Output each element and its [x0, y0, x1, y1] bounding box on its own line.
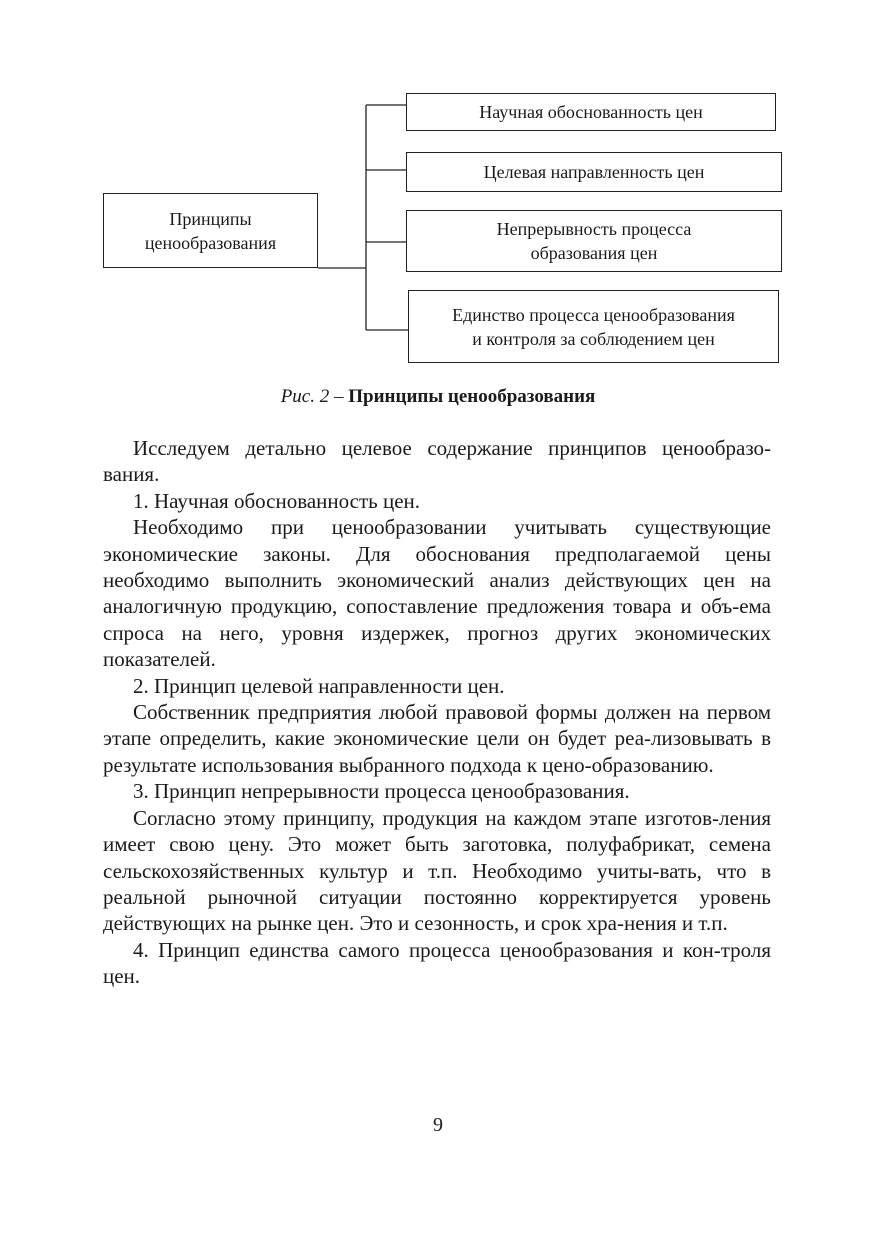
branch-box-unity-line-2: и контроля за соблюдением цен: [472, 328, 715, 349]
body-text: [103, 435, 771, 990]
figure-title: Принципы ценообразования: [348, 386, 596, 407]
heading-principle-2: 2. Принцип целевой направленности цен.: [133, 673, 505, 698]
branch-box-target: [406, 152, 782, 192]
branch-box-scientific-text: Научная обоснованность цен: [479, 102, 703, 122]
figure-label: Рис. 2: [280, 386, 330, 407]
branch-box-scientific: [406, 93, 776, 131]
principles-diagram: [0, 0, 876, 380]
branch-box-unity: [408, 290, 779, 363]
root-box-line-2: ценообразования: [144, 232, 277, 253]
paragraph-intro: Исследуем детально целевое содержание принципов ценообразо-вания.: [103, 436, 771, 487]
heading-principle-3: 3. Принцип непрерывности процесса ценообразования.: [133, 779, 630, 804]
branch-box-continuity: [406, 210, 782, 272]
paragraph-principle-3: Согласно этому принципу, продукция на каждом этапе изготов-ления имеет свою цену. Это может быть заготовка, полуфабрикат, семена сельскохозяйственных культур и т.п. Необходимо учиты-вать, что в реальной рыночной ситуации постоянно корректируется уровень действующих на рынке цен. Это и сезонность, и срок хра-нения и т.п.: [103, 805, 771, 936]
page-number: 9: [433, 1114, 443, 1136]
branch-box-unity-line-1: Единство процесса ценообразования: [452, 304, 735, 325]
root-box: [103, 193, 318, 268]
root-box-line-1: Принципы: [169, 208, 252, 229]
paragraph-principle-2: Собственник предприятия любой правовой формы должен на первом этапе определить, какие экономические цели он будет реа-лизовывать в результате использования выбранного подхода к цено-образованию.: [103, 700, 771, 777]
paragraph-principle-1: Необходимо при ценообразовании учитывать существующие экономические законы. Для обоснования предполагаемой цены необходимо выполнить экономический анализ действующих цен на аналогичную продукцию, сопоставление предложения товара и объ-ема спроса на него, уровня издержек, прогноз других экономических показателей.: [103, 515, 771, 672]
heading-principle-4: 4. Принцип единства самого процесса ценообразования и кон-троля цен.: [103, 937, 771, 989]
branch-box-continuity-line-1: Непрерывность процесса: [496, 219, 692, 239]
figure-dash: –: [329, 386, 349, 407]
branch-box-target-text: Целевая направленность цен: [483, 162, 705, 182]
branch-box-continuity-line-2: образования цен: [530, 243, 658, 263]
figure-caption: [0, 384, 876, 410]
heading-principle-1: 1. Научная обоснованность цен.: [133, 488, 421, 513]
